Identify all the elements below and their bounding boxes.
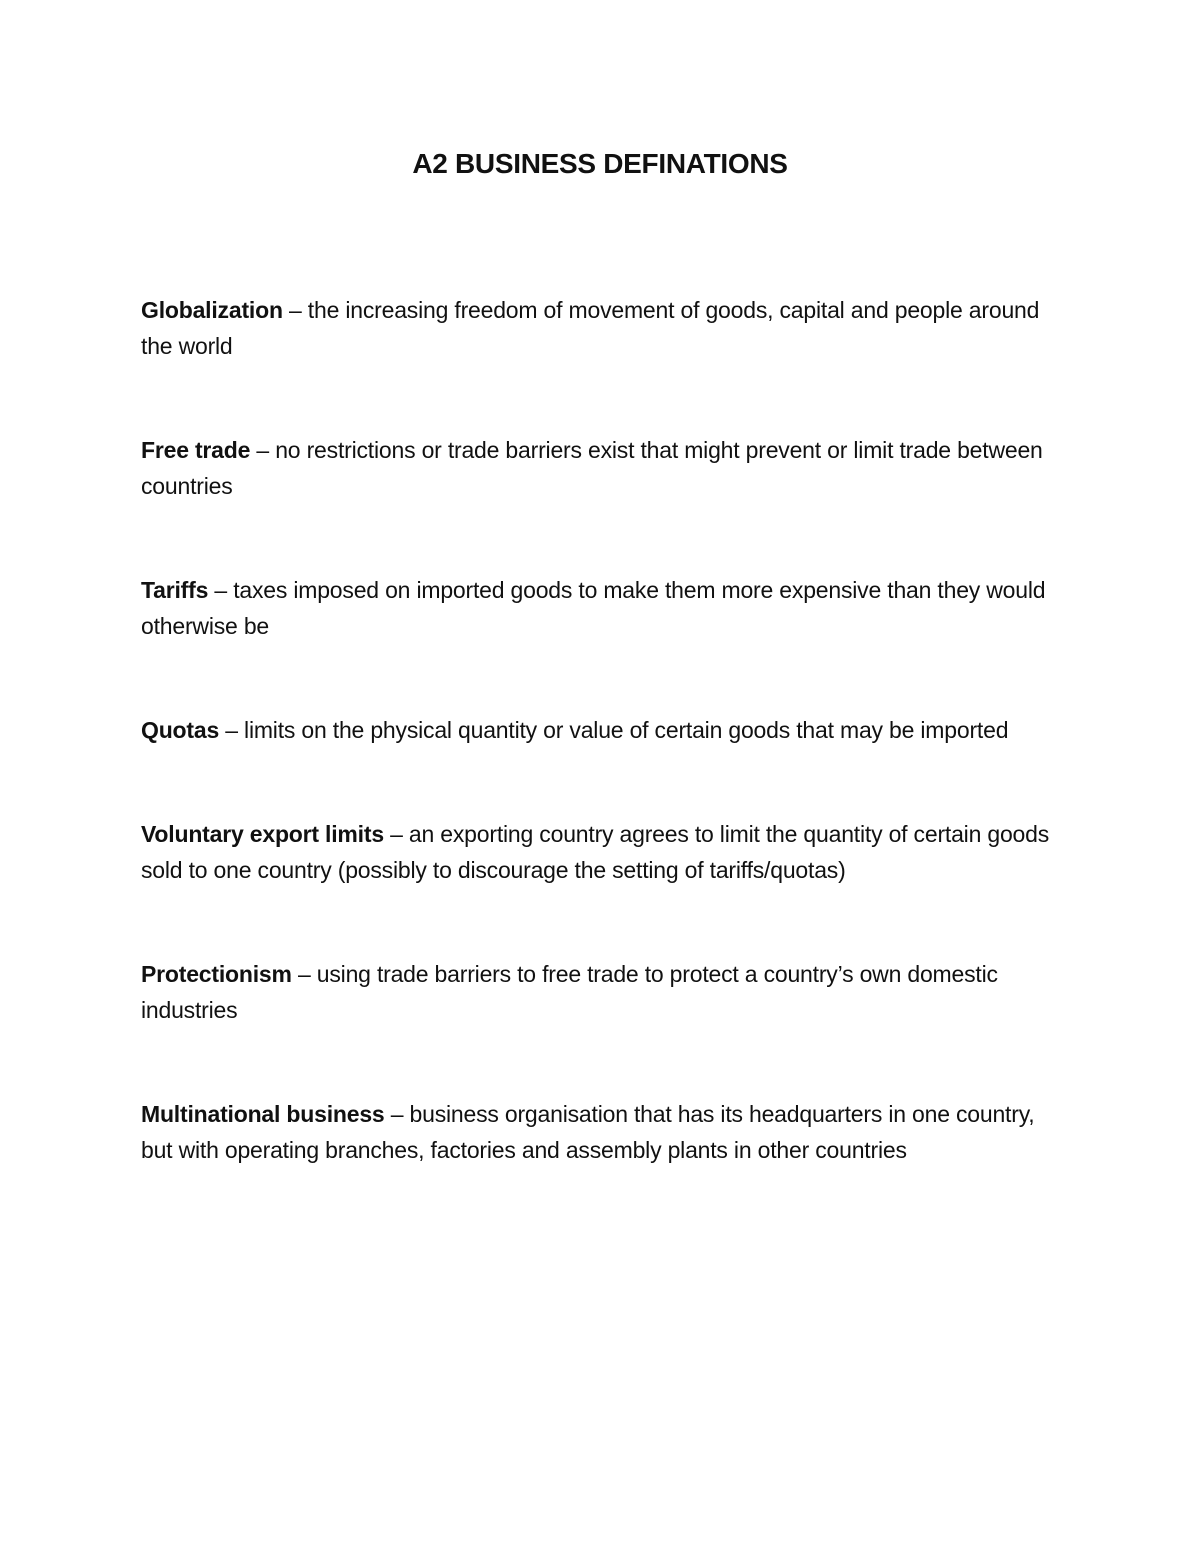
definition-text: business organisation that has its headquarters in one country, but with operating branches, factories and assembly plants in other countries	[141, 1101, 1035, 1163]
definition-term: Multinational business	[141, 1101, 385, 1127]
definition-quotas	[141, 712, 1061, 748]
definition-separator: –	[390, 821, 403, 847]
definition-term: Quotas	[141, 717, 220, 743]
definition-separator: –	[390, 1101, 404, 1127]
document-title: A2 BUSINESS DEFINATIONS	[412, 148, 788, 179]
definition-separator: –	[256, 437, 270, 463]
definition-separator: –	[297, 961, 311, 987]
definition-text: an exporting country agrees to limit the quantity of certain goods sold to one country (possibly to discourage the setting of tariffs/quotas)	[141, 821, 1050, 883]
definition-text: using trade barriers to free trade to protect a country’s own domestic industries	[141, 961, 998, 1023]
definition-separator: –	[289, 297, 302, 323]
definition-separator: –	[225, 717, 238, 743]
definition-term: Globalization	[141, 297, 283, 323]
definition-term: Tariffs	[141, 577, 209, 603]
definition-term: Voluntary export limits	[141, 821, 384, 847]
definition-free-trade	[141, 432, 1061, 504]
definition-term: Free trade	[141, 437, 251, 463]
definition-protectionism	[141, 956, 1061, 1028]
definition-tariffs	[141, 572, 1061, 644]
definition-text: taxes imposed on imported goods to make them more expensive than they would otherwise be	[141, 577, 1046, 639]
definition-term: Protectionism	[141, 961, 292, 987]
definitions-list	[141, 292, 1061, 1168]
definition-text: the increasing freedom of movement of goods, capital and people around the world	[141, 297, 1040, 359]
definition-text: no restrictions or trade barriers exist that might prevent or limit trade between countries	[141, 437, 1043, 499]
definition-voluntary-export-limits	[141, 816, 1061, 888]
definition-text: limits on the physical quantity or value of certain goods that may be imported	[244, 717, 1009, 743]
definition-separator: –	[214, 577, 227, 603]
definition-globalization	[141, 292, 1061, 364]
definition-multinational-business	[141, 1096, 1061, 1168]
